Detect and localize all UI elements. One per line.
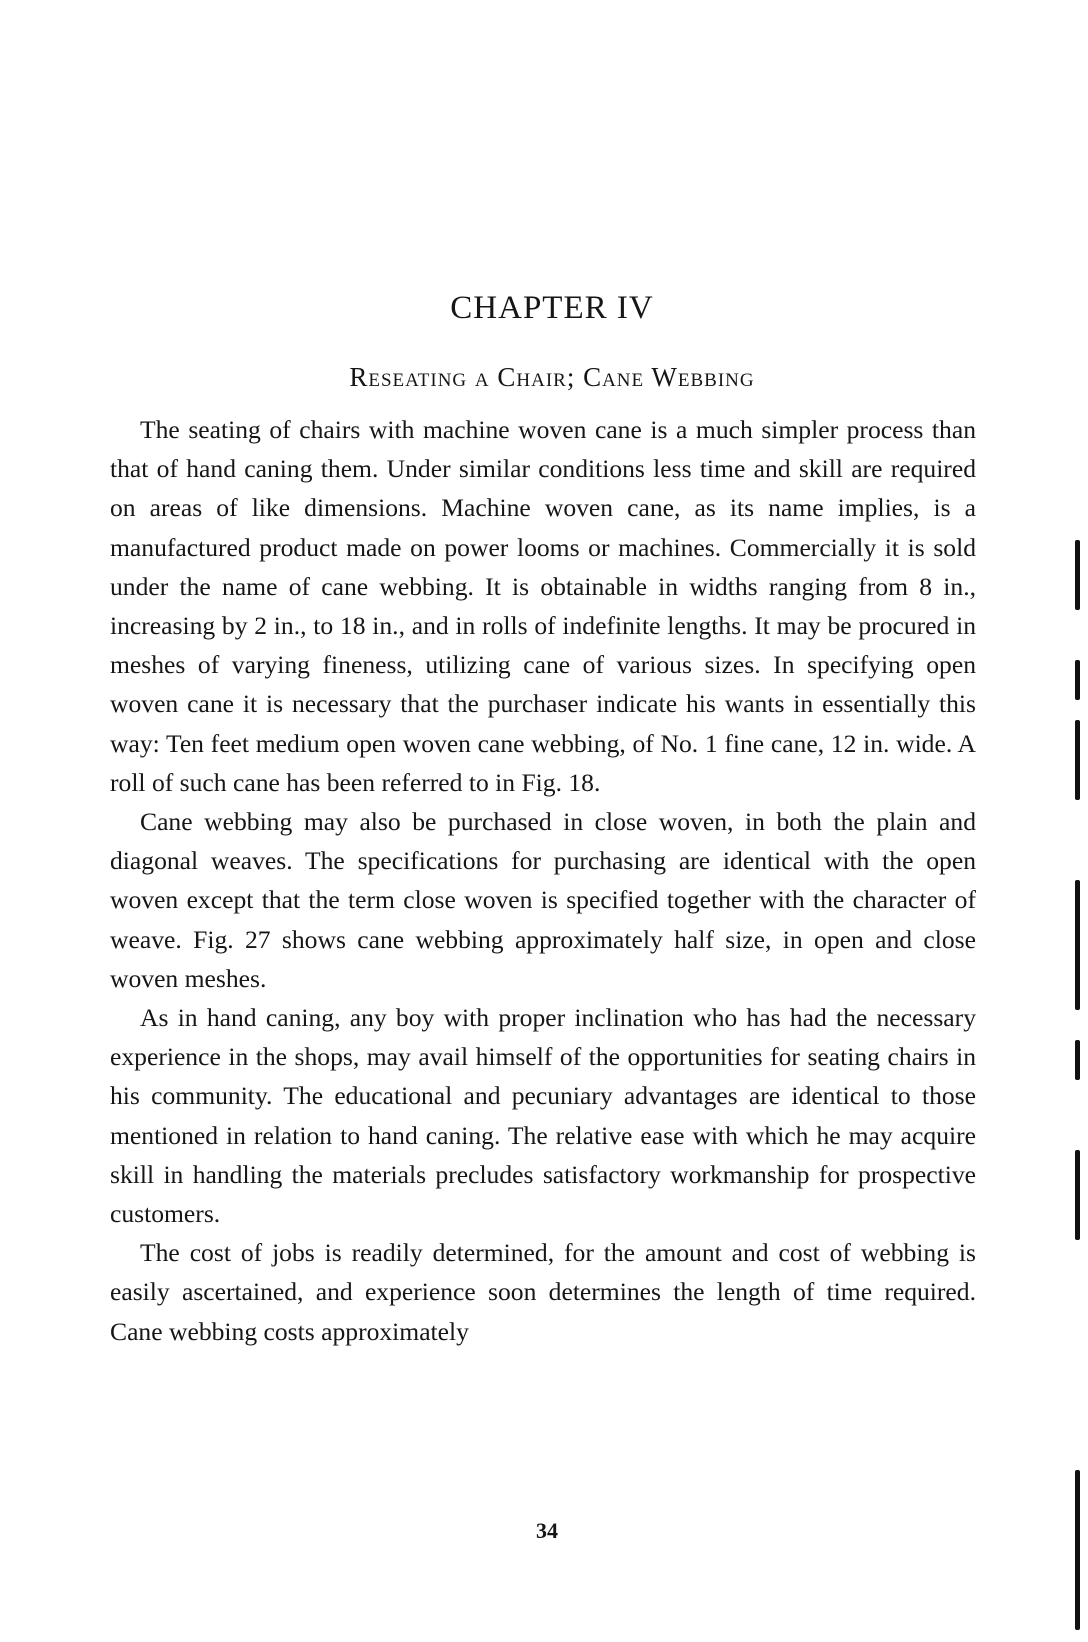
scan-artifact: [1075, 1150, 1080, 1240]
chapter-title: CHAPTER IV: [450, 290, 654, 326]
scan-artifact: [1075, 720, 1080, 800]
scan-artifact: [1075, 660, 1080, 700]
scan-artifact: [1075, 1040, 1080, 1080]
page-number: 34: [536, 1518, 558, 1543]
paragraph: As in hand caning, any boy with proper inclination who has had the necessary experience in the shops, may avail himself of the opportunities for seating chairs in his community. The educational and pecuniary advantages are identical to those mentioned in relation to hand caning. The relative ease with which he may acquire skill in handling the materials precludes satisfactory workmanship for prospective customers.: [110, 1003, 976, 1229]
scan-artifact: [1075, 880, 1080, 1010]
paragraph: The cost of jobs is readily determined, for the amount and cost of webbing is easily ascertained, and experience soon determines the length of time required. Cane webbing costs approximately: [110, 1238, 976, 1346]
section-title: Reseating a Chair; Cane Webbing: [349, 362, 755, 392]
scan-artifact: [1075, 1470, 1080, 1630]
body-text: [110, 410, 976, 1351]
paragraph: Cane webbing may also be purchased in close woven, in both the plain and diagonal weaves. The specifications for purchasing are identical with the open woven except that the term close woven is specified together with the character of weave. Fig. 27 shows cane webbing approximately half size, in open and close woven meshes.: [110, 807, 976, 993]
paragraph: The seating of chairs with machine woven cane is a much simpler process than that of hand caning them. Under similar conditions less time and skill are required on areas of like dimensions. Machine woven cane, as its name implies, is a manufactured product made on power looms or machines. Commercially it is sold under the name of cane webbing. It is obtainable in widths ranging from 8 in., increasing by 2 in., to 18 in., and in rolls of indefinite lengths. It may be procured in meshes of varying fineness, utilizing cane of various sizes. In specifying open woven cane it is necessary that the purchaser indicate his wants in essentially this way: Ten feet medium open woven cane webbing, of No. 1 fine cane, 12 in. wide. A roll of such cane has been referred to in Fig. 18.: [110, 415, 976, 797]
scan-artifact: [1075, 540, 1080, 610]
